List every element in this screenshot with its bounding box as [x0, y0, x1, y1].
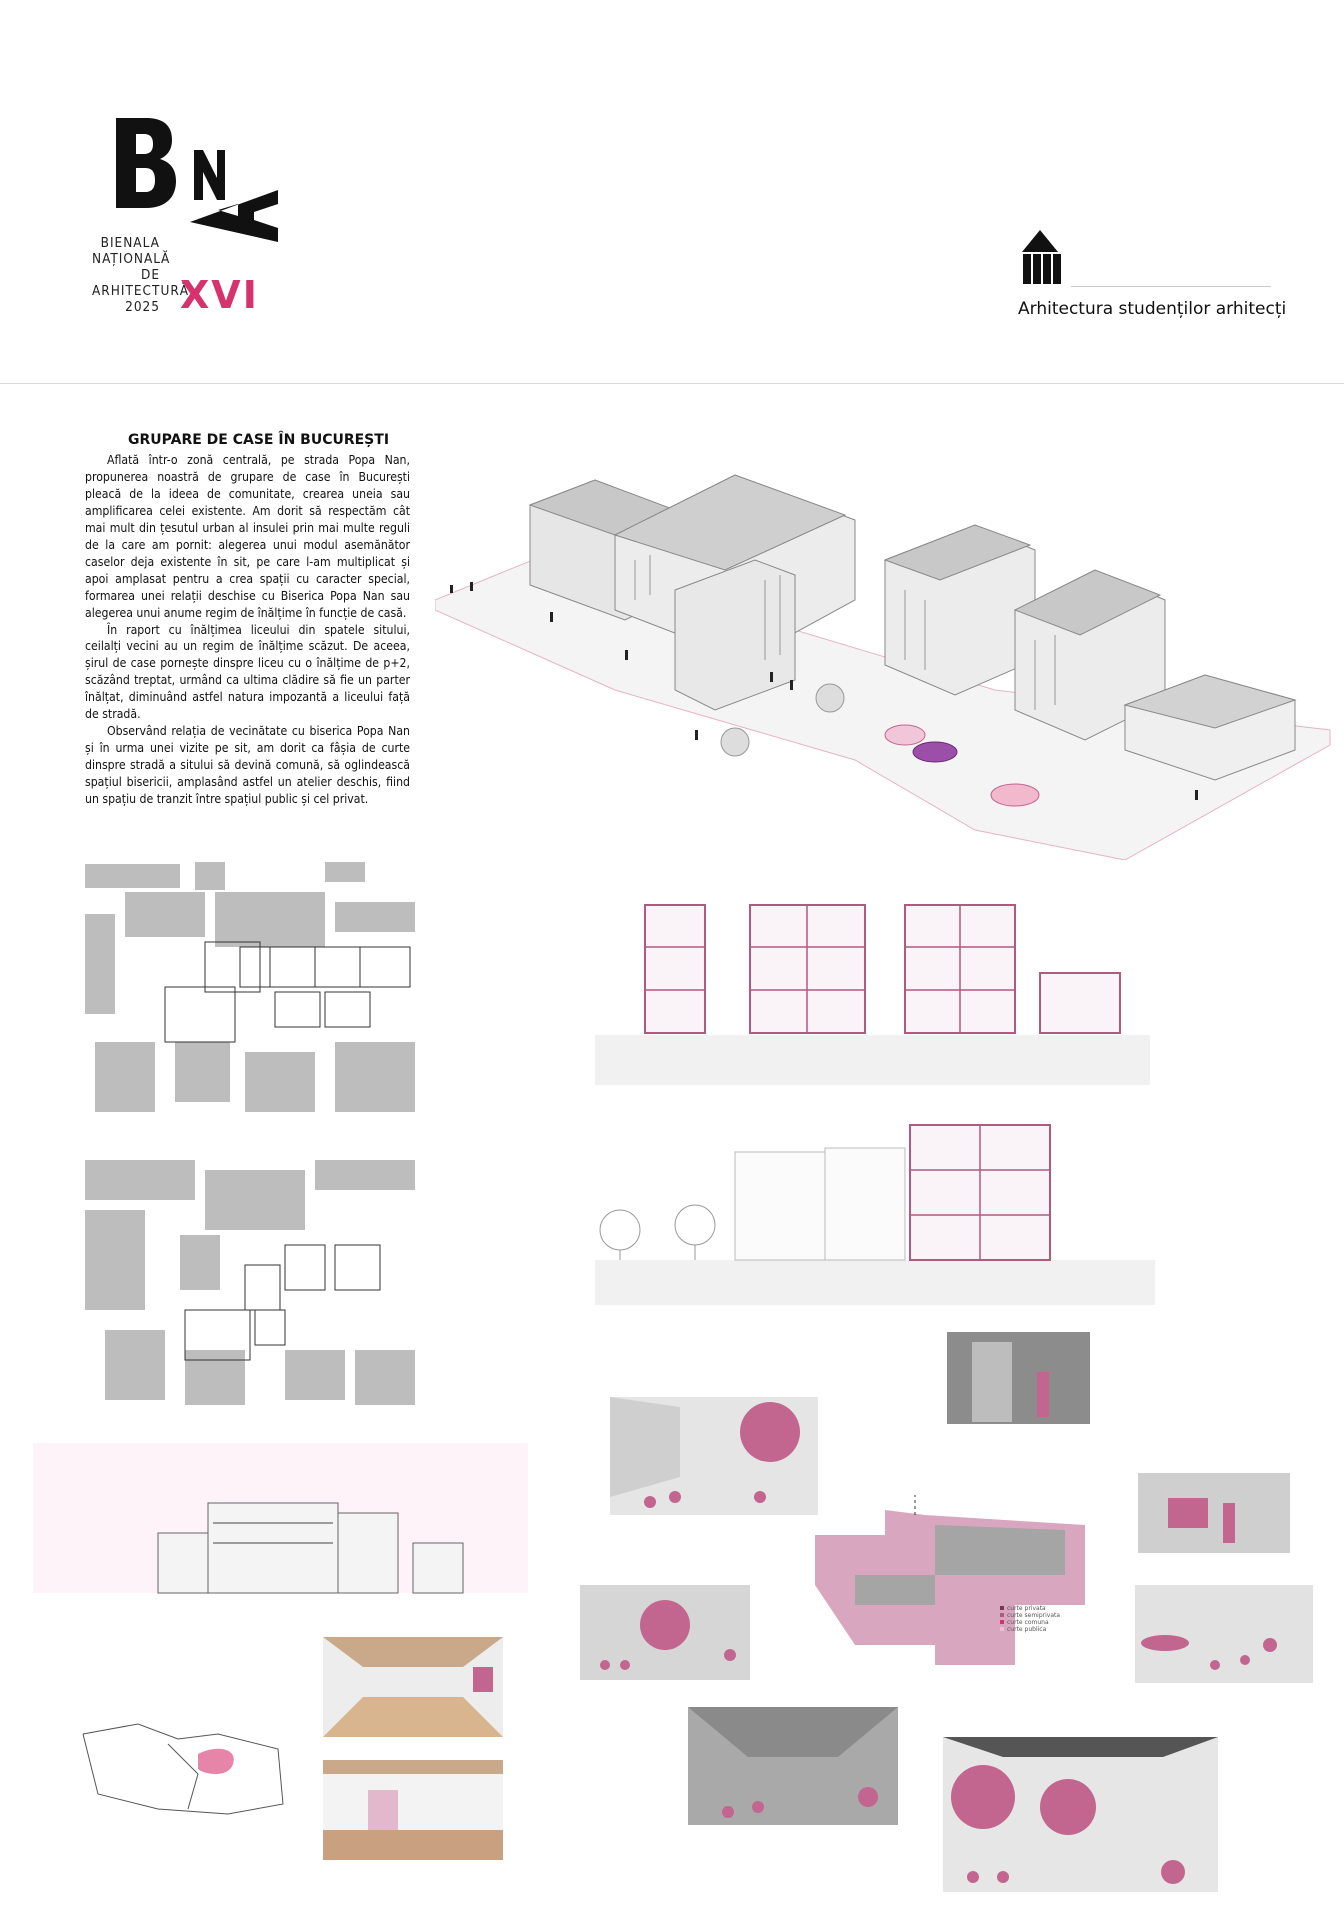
- section-drawing-1: [595, 895, 1150, 1085]
- logo-line: BIENALA: [100, 235, 160, 251]
- article-paragraph: În raport cu înălțimea liceului din spatele sitului, ceilalți vecini au un regim de înălțime scăzut. De aceea, șirul de case pornește dinspre liceu cu o înălțime de p+2, scăzând treptat, urmând ca ultima clădire să fie un parter înălțat, diminuând astfel natura impozantă a liceului față de stradă.: [85, 622, 410, 722]
- courtyard-legend: [1000, 1605, 1060, 1633]
- legend-item: [1000, 1626, 1060, 1633]
- render-public-court: [943, 1737, 1218, 1892]
- render-passage: [688, 1707, 898, 1825]
- render-court-tree: [580, 1585, 750, 1680]
- site-plan-upper-floor: [85, 1150, 415, 1410]
- logo-line: DE: [140, 267, 160, 283]
- legend-label: curte privata: [1007, 1605, 1046, 1612]
- logo-text-block: [92, 235, 190, 315]
- section-rule: [1071, 286, 1271, 287]
- logo-line: ARHITECTURĂ: [92, 283, 190, 299]
- render-courtyard-couple: [1138, 1473, 1290, 1553]
- section-drawing-2: [595, 1120, 1155, 1310]
- courtyard-diagram: [815, 1495, 1090, 1675]
- article-paragraph: Aflată într-o zonă centrală, pe strada Popa Nan, propunerea noastră de grupare de case în București pleacă de la ideea de comunitate, crearea uneia sau amplificarea celei existente. Am dorit să respectăm cât mai mult din țesutul urban al insulei prin mai multe reguli de la care am pornit: alegerea unui modul asemănător caselor deja existente în sit, pe care l-am multiplicat și apoi amplasat pentru a crea spații cu caracter special, formarea unei relații deschise cu Biserica Popa Nan sau alegerea unui anume regim de înălțime în funcție de casă.: [85, 453, 410, 620]
- legend-item: [1000, 1619, 1060, 1626]
- article-paragraph: Observând relația de vecinătate cu biserica Popa Nan și în urma unei vizite pe sit, am dorit ca fâșia de curte dinspre stradă a sitului să devină comună, să oglindească spațiul bisericii, amplasând astfel un atelier deschis, fiind un spațiu de tranzit între spațiul public și cel privat.: [85, 724, 410, 807]
- section-title: Arhitectura studenților arhitecți: [1018, 299, 1287, 319]
- site-plan-ground-floor: [85, 862, 415, 1117]
- section-badge: [1017, 228, 1255, 288]
- logo-bna-mark: [112, 110, 292, 250]
- interior-render-atelier: [323, 1637, 503, 1737]
- logo-line: 2025: [125, 299, 160, 315]
- logo-line: NAȚIONALĂ: [92, 251, 171, 267]
- render-corridor: [947, 1332, 1090, 1424]
- legend-item: [1000, 1612, 1060, 1619]
- header-divider: [0, 383, 1344, 384]
- site-key-plan: [78, 1714, 288, 1824]
- legend-label: curte comuna: [1007, 1619, 1049, 1626]
- interior-render-hall: [323, 1760, 503, 1860]
- edition-label: XVI: [180, 273, 259, 317]
- legend-label: curte publica: [1007, 1626, 1047, 1633]
- axonometric-drawing: [435, 460, 1335, 860]
- pencil-house-icon: [1017, 228, 1067, 288]
- legend-label: curte semiprivata: [1007, 1612, 1061, 1619]
- article-body: [85, 452, 410, 808]
- street-elevation: [33, 1443, 528, 1633]
- render-street-car: [1135, 1585, 1313, 1683]
- legend-item: [1000, 1605, 1060, 1612]
- render-street-children: [610, 1397, 818, 1515]
- poster-header: [0, 0, 1344, 385]
- article-title: GRUPARE DE CASE ÎN BUCUREȘTI: [128, 432, 390, 448]
